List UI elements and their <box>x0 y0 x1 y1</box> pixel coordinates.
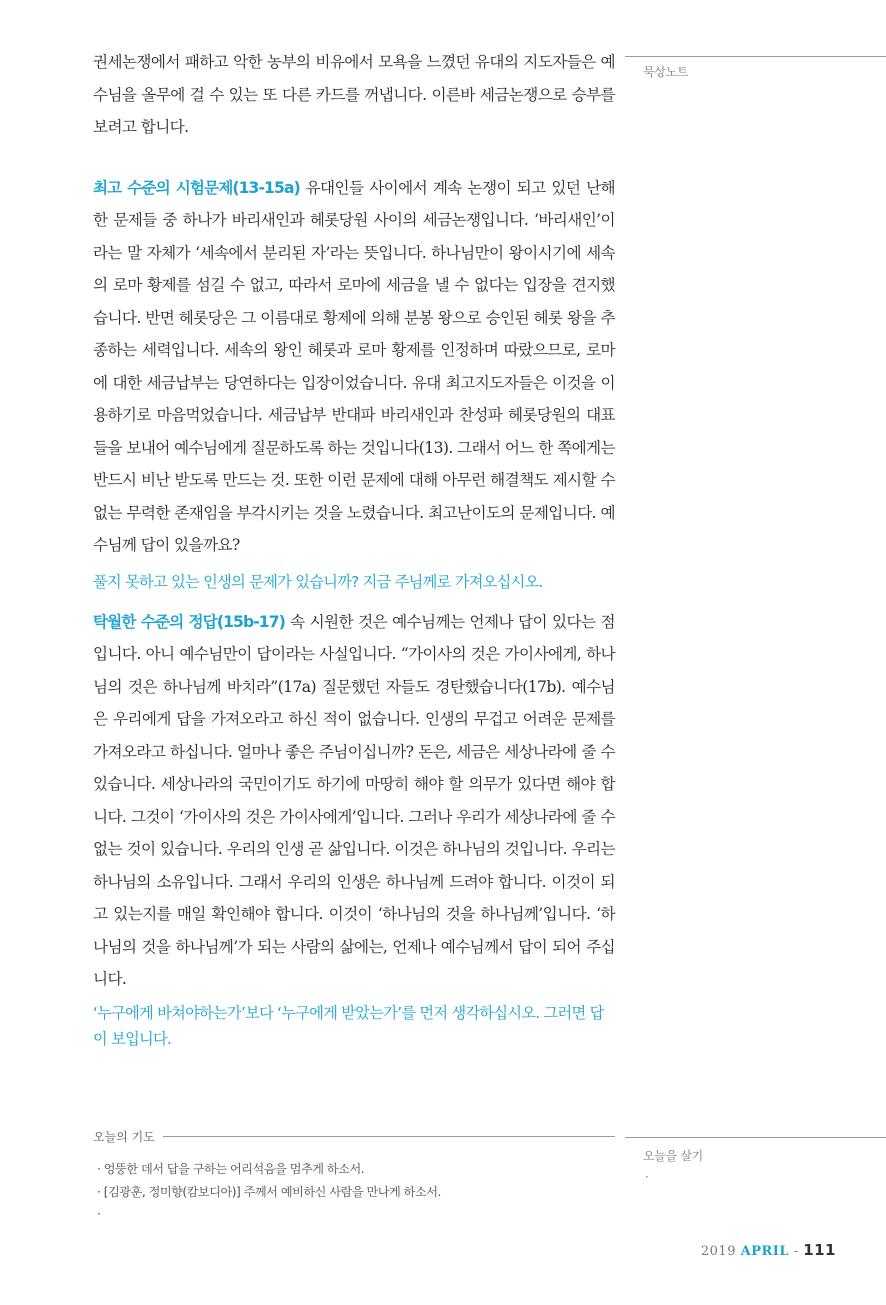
living-rule <box>625 1137 886 1138</box>
intro-paragraph: 권세논쟁에서 패하고 악한 농부의 비유에서 모욕을 느꼈던 유대의 지도자들은 예수님을 올무에 걸 수 있는 또 다른 카드를 꺼냅니다. 이른바 세금논쟁으로 승부를 보려고 합니다. <box>93 53 615 136</box>
prayer-list <box>93 1158 615 1226</box>
page-number: 111 <box>803 1241 836 1259</box>
todays-prayer <box>93 1128 615 1226</box>
spacer <box>93 144 615 172</box>
section-2-paragraph <box>93 606 615 996</box>
spacer <box>93 594 615 606</box>
section-2-body: 속 시원한 것은 예수님께는 언제나 답이 있다는 점입니다. 아니 예수님만이 답이라는 사실입니다. “가이사의 것은 가이사에게, 하나님의 것은 하나님께 바치라”(17a) 질문했던 자들도 경탄했습니다(17b). 예수님은 우리에게 답을 가져오라고 하신 적이 없습니다. 인생의 무겁고 어려운 문제를 가져오라고 하십니다. 얼마나 좋은 주님이십니까? 돈은, 세금은 세상나라에 줄 수 있습니다. 세상나라의 국민이기도 하기에 마땅히 해야 할 의무가 있다면 해야 합니다. 그것이 ‘가이사의 것은 가이사에게’입니다. 그러나 우리가 세상나라에 줄 수 없는 것이 있습니다. 우리의 인생 곧 삶입니다. 이것은 하나님의 것입니다. 우리는 하나님의 소유입니다. 그래서 우리의 인생은 하나님께 드려야 합니다. 이것이 되고 있는지를 매일 확인해야 합니다. 이것이 ‘하나님의 것을 하나님께’입니다. ‘하나님의 것을 하나님께’가 되는 사람의 삶에는, 언제나 예수님께서 답이 되어 주십니다. <box>93 612 615 988</box>
page-footer <box>701 1241 836 1259</box>
section-2-heading: 탁월한 수준의 정답(15b-17) <box>93 612 285 631</box>
prayer-item: · [김광훈, 정미향(캄보디아)] 주께서 예비하신 사람을 만나게 하소서. <box>97 1184 441 1199</box>
prayer-item: · <box>97 1207 101 1221</box>
note-rule <box>625 56 886 57</box>
footer-dash: - <box>793 1244 799 1259</box>
section-1-application: 풀지 못하고 있는 인생의 문제가 있습니까? 지금 주님께로 가져오십시오. <box>93 572 543 591</box>
section-1-heading: 최고 수준의 시험문제(13-15a) <box>93 178 300 197</box>
living-bullet: · <box>645 1170 649 1184</box>
prayer-title-row <box>93 1128 615 1144</box>
prayer-rule <box>93 1136 615 1137</box>
section-2-application: ‘누구에게 바쳐야하는가’보다 ‘누구에게 받았는가’를 먼저 생각하십시오. 그러면 답이 보입니다. <box>93 1003 604 1048</box>
living-today-label: 오늘을 살기 <box>643 1149 703 1163</box>
footer-month: APRIL <box>740 1244 789 1259</box>
section-1-paragraph <box>93 172 615 562</box>
footer-year: 2019 <box>700 1244 736 1259</box>
prayer-item: · 엉뚱한 데서 답을 구하는 어리석음을 멈추게 하소서. <box>97 1162 365 1176</box>
prayer-title: 오늘의 기도 <box>93 1128 163 1145</box>
section-1-body: 유대인들 사이에서 계속 논쟁이 되고 있던 난해한 문제들 중 하나가 바리새인과 헤롯당원 사이의 세금논쟁입니다. ‘바리새인’이라는 말 자체가 ‘세속에서 분리된 자’라는 뜻입니다. 하나님만이 왕이시기에 세속의 로마 황제를 섬길 수 없고, 따라서 로마에 세금을 낼 수 없다는 입장을 견지했습니다. 반면 헤롯당은 그 이름대로 황제에 의해 분봉 왕으로 승인된 헤롯 왕을 추종하는 세력입니다. 세속의 왕인 헤롯과 로마 황제를 인정하며 따랐으므로, 로마에 대한 세금납부는 당연하다는 입장이었습니다. 유대 최고지도자들은 이것을 이용하기로 마음먹었습니다. 세금납부 반대파 바리새인과 찬성파 헤롯당원의 대표들을 보내어 예수님에게 질문하도록 하는 것입니다(13). 그래서 어느 한 쪽에게는 반드시 비난 받도록 만드는 것. 또한 이런 문제에 대해 아무런 해결책도 제시할 수 없는 무력한 존재임을 부각시키는 것을 노렸습니다. 최고난이도의 문제입니다. 예수님께 답이 있을까요? <box>93 178 615 554</box>
meditation-note-label: 묵상노트 <box>643 65 689 79</box>
devotional-body <box>93 46 615 1052</box>
